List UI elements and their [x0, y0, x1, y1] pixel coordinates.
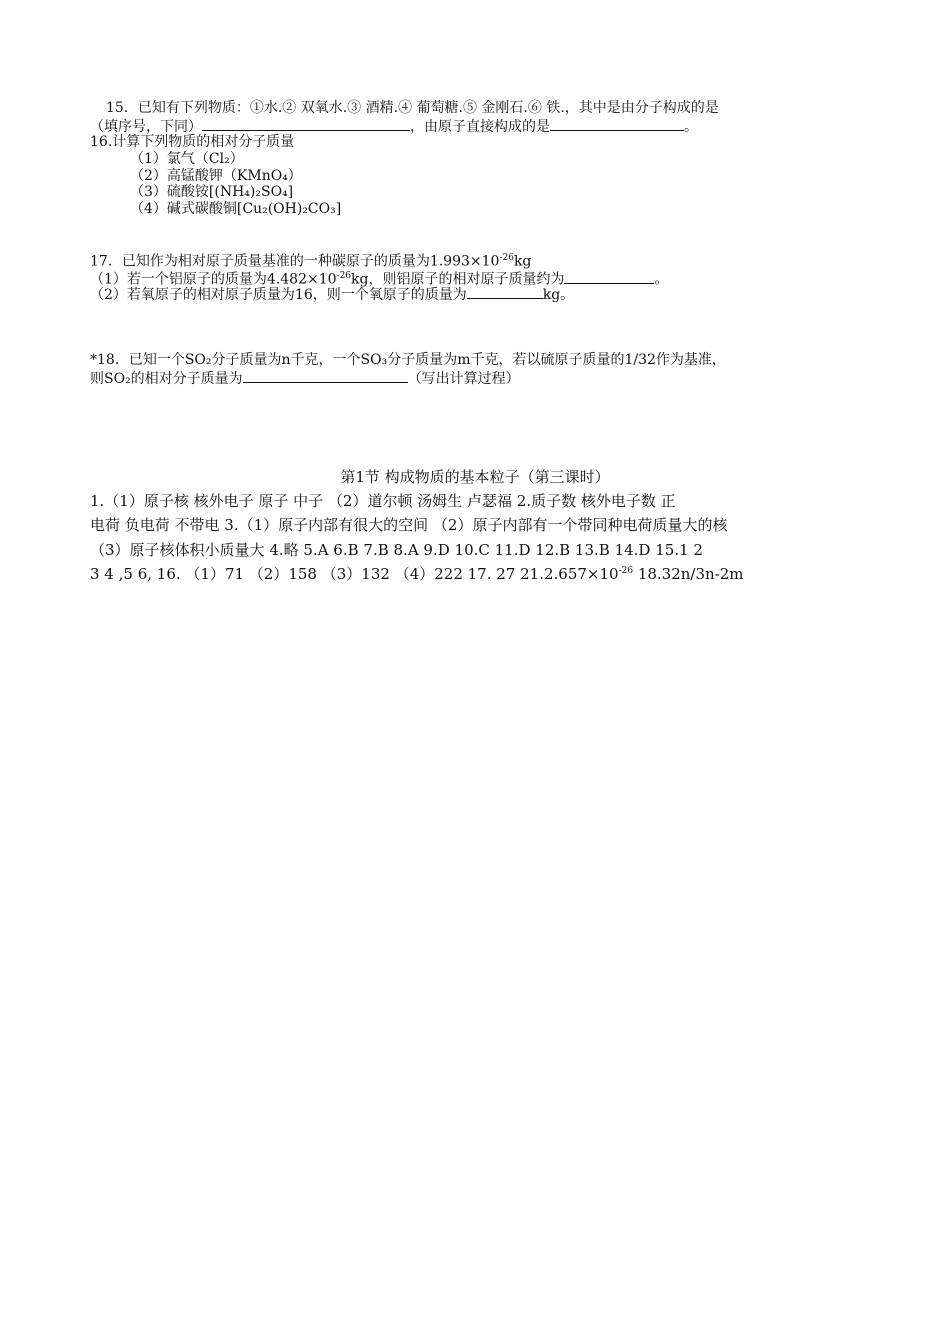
- q15-fill-label: （填序号，下同）: [90, 119, 202, 135]
- q17-part1-b: kg，则铝原子的相对原子质量约为: [351, 271, 565, 288]
- q17-part1-a: （1）若一个铝原子的质量为4.482×10: [90, 271, 337, 288]
- answers-title: 第1节 构成物质的基本粒子（第三课时）: [340, 468, 610, 486]
- q16-item-3: （3）硫酸铵[(NH₄)₂SO₄]: [130, 184, 294, 200]
- q16-title: 16.计算下列物质的相对分子质量: [90, 134, 295, 150]
- q16-item-4: （4）碱式碳酸铜[Cu₂(OH)₂CO₃]: [130, 201, 342, 217]
- q15-answer-blank-1[interactable]: [202, 117, 410, 131]
- q17-answer-blank-1[interactable]: [564, 270, 654, 284]
- q18-line-2: [90, 369, 520, 388]
- q17-line-3: [90, 285, 574, 304]
- q15-period: 。: [684, 119, 698, 135]
- q16-item-2: （2）高锰酸钾（KMnO₄）: [130, 168, 302, 184]
- answers-line-4-b: 18.32n/3n-2m: [633, 565, 744, 583]
- q18-answer-blank[interactable]: [243, 369, 408, 383]
- q17-stem: 17．已知作为相对原子质量基准的一种碳原子的质量为1.993×10: [90, 253, 500, 270]
- q18-line-1: *18．已知一个SO₂分子质量为n千克，一个SO₃分子质量为m千克，若以硫原子质量的1/32作为基准，: [90, 352, 726, 368]
- q17-exponent-2: -26: [336, 271, 352, 281]
- q17-part2-a: （2）若氧原子的相对原子质量为16，则一个氧原子的质量为: [90, 287, 467, 303]
- answers-line-1: 1.（1）原子核 核外电子 原子 中子 （2）道尔顿 汤姆生 卢瑟福 2.质子数 核外电子数 正: [90, 492, 676, 510]
- q18-hint: （写出计算过程）: [407, 371, 520, 387]
- q15-line-1: 15．已知有下列物质：①水.② 双氧水.③ 酒精.④ 葡萄糖.⑤ 金刚石.⑥ 铁.，其中是由分子构成的是: [106, 100, 719, 116]
- q15-answer-blank-2[interactable]: [550, 117, 684, 131]
- q16-item-1: （1）氯气（Cl₂）: [130, 151, 244, 167]
- q17-unit: kg: [513, 253, 532, 270]
- q17-answer-blank-2[interactable]: [467, 285, 543, 299]
- answers-line-4: [90, 563, 744, 584]
- q17-exponent-1: -26: [499, 253, 514, 263]
- answers-exponent: -26: [618, 566, 634, 576]
- answers-line-2: 电荷 负电荷 不带电 3.（1）原子内部有很大的空间 （2）原子内部有一个带同种电荷质量大的核: [90, 516, 728, 534]
- answers-line-4-a: 3 4 ,5 6, 16. （1）71 （2）158 （3）132 （4）222 17. 27 21.2.657×10: [90, 565, 619, 583]
- q15-atom-label: ，由原子直接构成的是: [410, 119, 550, 135]
- q17-period: 。: [654, 271, 669, 288]
- q18-stem: 则SO₂的相对分子质量为: [90, 371, 243, 387]
- answers-line-3: （3）原子核体积小质量大 4.略 5.A 6.B 7.B 8.A 9.D 10.C 11.D 12.B 13.B 14.D 15.1 2: [90, 541, 703, 559]
- q17-part2-b: kg。: [542, 287, 575, 303]
